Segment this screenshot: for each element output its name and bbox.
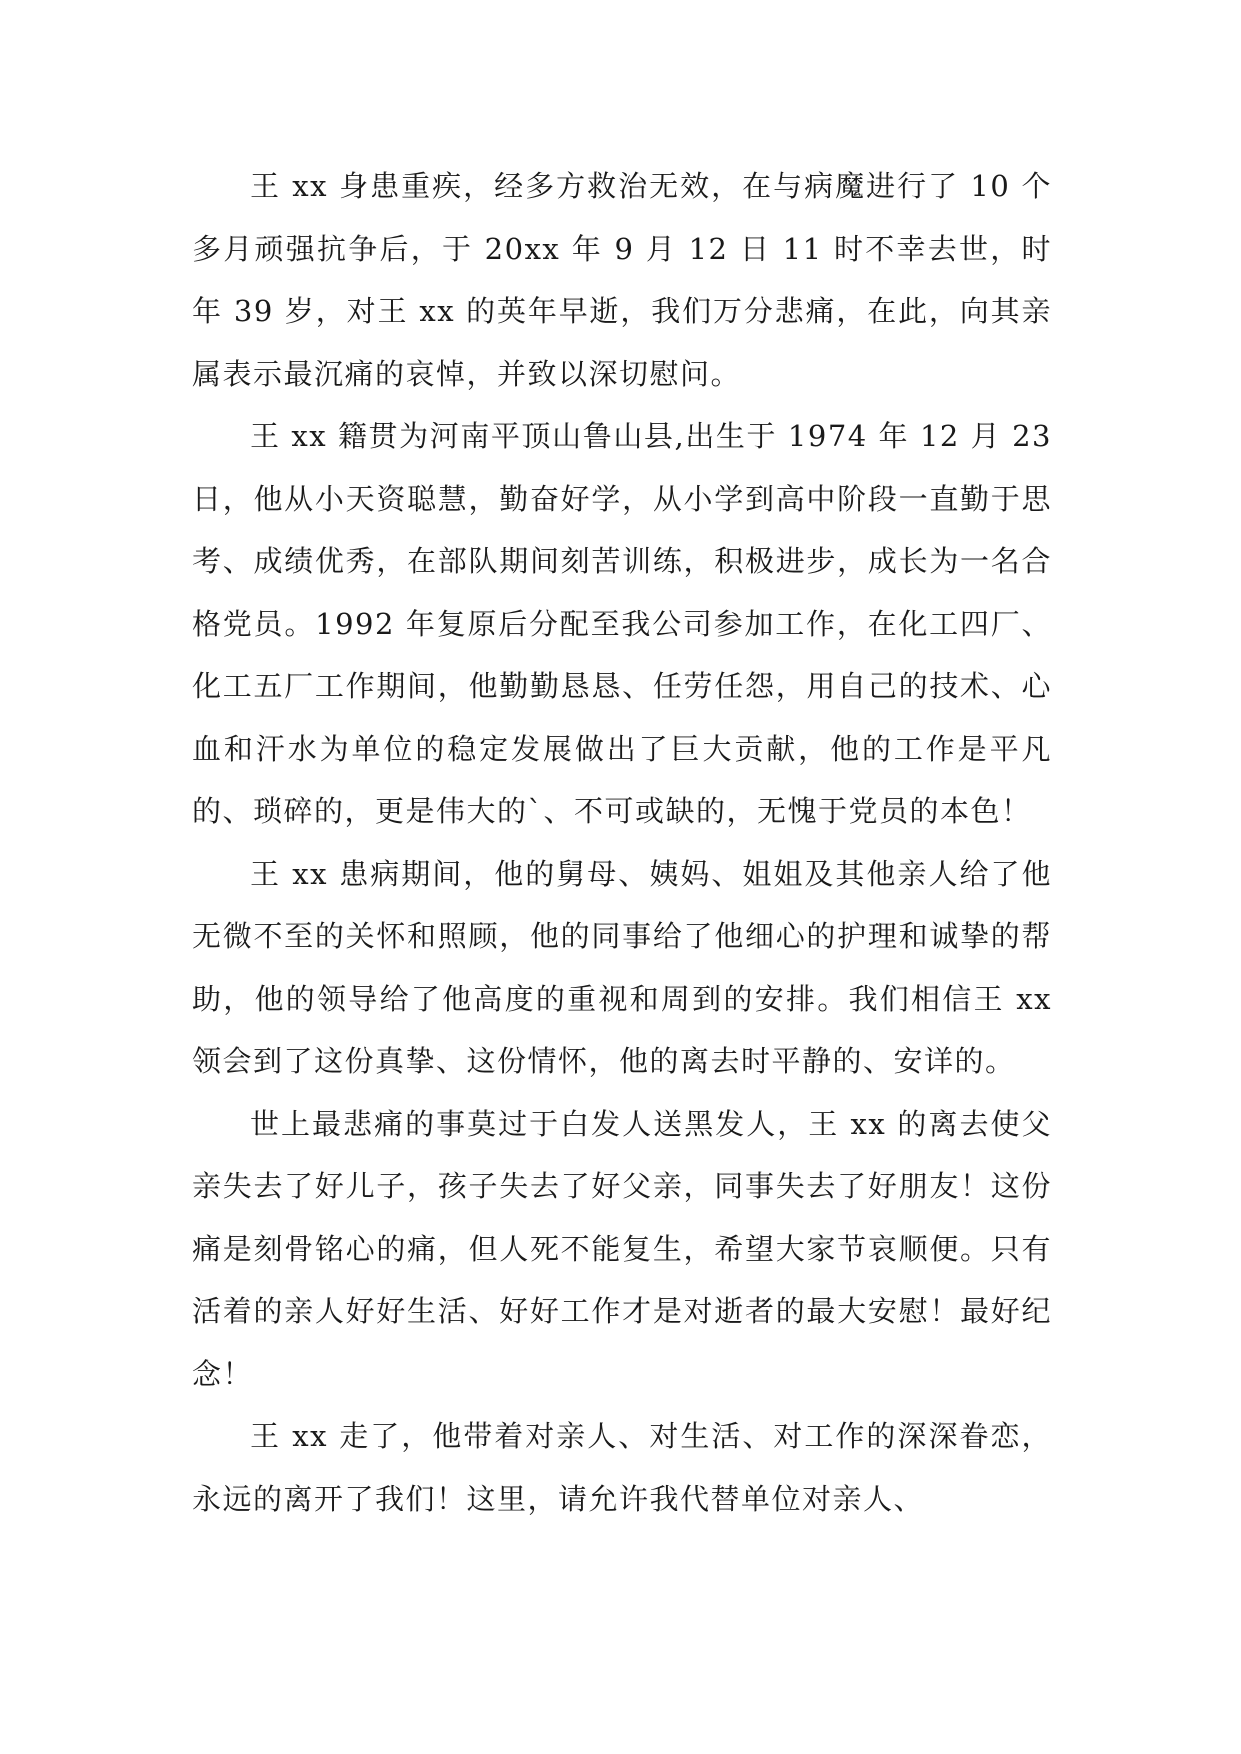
paragraph-3: 王 xx 患病期间，他的舅母、姨妈、姐姐及其他亲人给了他无微不至的关怀和照顾，他的同事给了他细心的护理和诚挚的帮助，他的领导给了他高度的重视和周到的安排。我们相信王 xx 领会到了这份真挚、这份情怀，他的离去时平静的、安详的。 [192, 856, 1052, 1078]
paragraph-2: 王 xx 籍贯为河南平顶山鲁山县,出生于 1974 年 12 月 23 日，他从小天资聪慧，勤奋好学，从小学到高中阶段一直勤于思考、成绩优秀，在部队期间刻苦训练，积极进步，成长为一名合格党员。1992 年复原后分配至我公司参加工作，在化工四厂、化工五厂工作期间，他勤勤恳恳、任劳任怨，用自己的技术、心血和汗水为单位的稳定发展做出了巨大贡献，他的工作是平凡的、琐碎的，更是伟大的`、不可或缺的，无愧于党员的本色！ [192, 419, 1052, 828]
paragraph-5: 王 xx 走了，他带着对亲人、对生活、对工作的深深眷恋，永远的离开了我们！这里，请允许我代替单位对亲人、 [192, 1419, 1052, 1516]
paragraph-4: 世上最悲痛的事莫过于白发人送黑发人，王 xx 的离去使父亲失去了好儿子，孩子失去了好父亲，同事失去了好朋友！这份痛是刻骨铭心的痛，但人死不能复生，希望大家节哀顺便。只有活着的亲人好好生活、好好工作才是对逝者的最大安慰！最好纪念！ [192, 1106, 1052, 1391]
document-body [192, 155, 1052, 1530]
paragraph-1: 王 xx 身患重疾，经多方救治无效，在与病魔进行了 10 个多月顽强抗争后，于 20xx 年 9 月 12 日 11 时不幸去世，时年 39 岁，对王 xx 的英年早逝，我们万分悲痛，在此，向其亲属表示最沉痛的哀悼，并致以深切慰问。 [192, 169, 1052, 391]
